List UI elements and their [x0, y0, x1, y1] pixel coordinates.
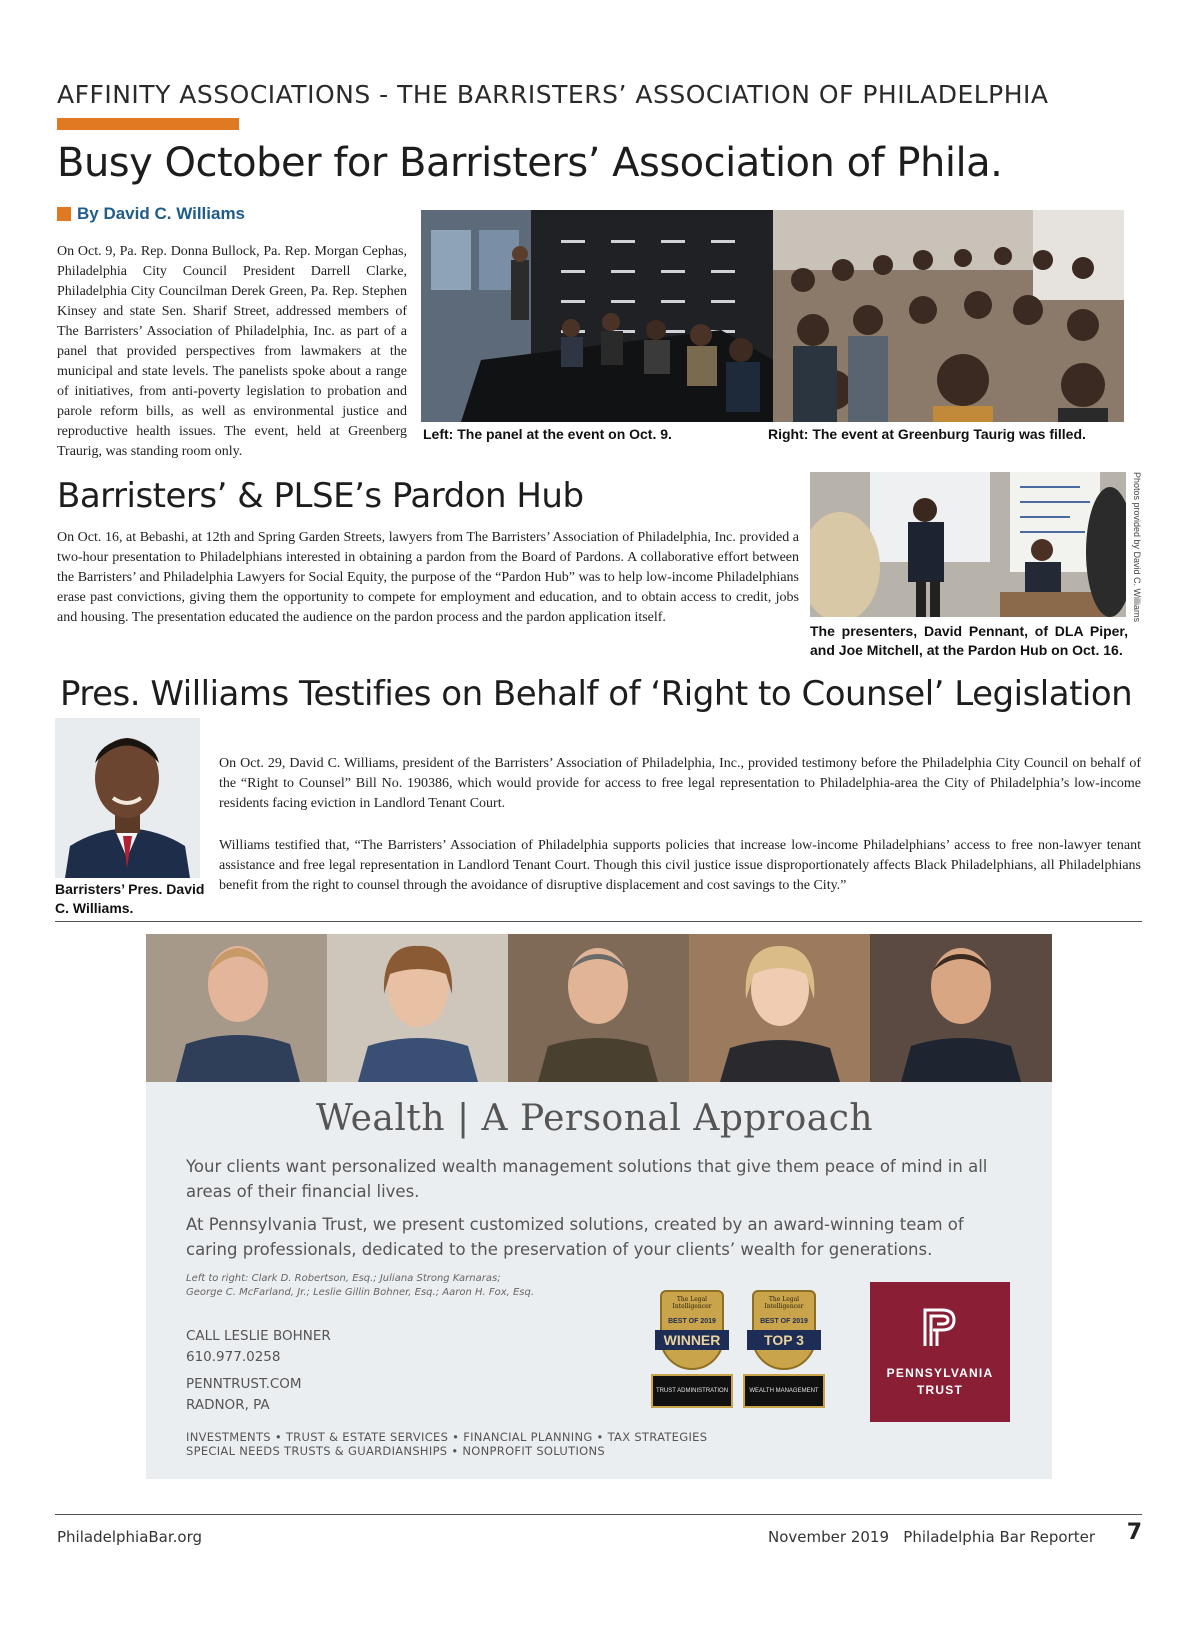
ad-phone[interactable]: 610.977.0258 [186, 1349, 281, 1365]
williams-caption: Barristers’ Pres. David C. Williams. [55, 881, 205, 916]
williams-portrait-image [55, 718, 200, 878]
badge-category: WEALTH MANAGEMENT [743, 1374, 825, 1408]
caption-right: Right: The event at Greenburg Taurig was filled. [768, 426, 1086, 442]
pennsylvania-trust-logo [870, 1282, 1010, 1422]
article3-headline: Pres. Williams Testifies on Behalf of ‘Right to Counsel’ Legislation [60, 674, 1133, 714]
pardon-hub-photo-image [810, 472, 1126, 617]
ad-names-1: Left to right: Clark D. Robertson, Esq.; Juliana Strong Karnaras; [186, 1273, 501, 1284]
photo-credit [1128, 472, 1142, 623]
footer-site[interactable]: PhiladelphiaBar.org [57, 1528, 203, 1546]
audience-photo-image [773, 210, 1124, 422]
byline [57, 204, 245, 224]
footer-divider [55, 1514, 1142, 1515]
article2-body: On Oct. 16, at Bebashi, at 12th and Spring Garden Streets, lawyers from The Barristers’ Association of Philadelphia, Inc. provided a two-hour presentation to Philadelphians interested in obtaining a pardon from the Board of Pardons. A collaborative effort between the Barristers’ and Philadelphia Lawyers for Social Equity, the purpose of the “Pardon Hub” was to help low-income Philadelphians erase past convictions, giving them the opportunity to compete for employment and education, and to obtain access to credit, jobs and housing. The presentation educated the audience on the pardon process and the pardon application itself. [57, 530, 799, 625]
badge-category: TRUST ADMINISTRATION [651, 1374, 733, 1408]
badge-title: TOP 3 [747, 1330, 821, 1350]
williams-portrait [55, 718, 200, 878]
article3-para1: On Oct. 29, David C. Williams, president of the Barristers’ Association of Philadelphia, Inc., provided testimony before the Philadelphia City Council on behalf of the “Right to Counsel” Bill No. 190386, which would provide for access to free legal representation to Philadelphia-area the City of Philadelphia’s low-income residents facing eviction in Landlord Tenant Court. [219, 756, 1141, 811]
ad-services-2: SPECIAL NEEDS TRUSTS & GUARDIANSHIPS • NONPROFIT SOLUTIONS [186, 1444, 605, 1458]
article3-para2: Williams testified that, “The Barristers’ Association of Philadelphia supports policies that increase low-income Philadelphians’ access to free non-lawyer tenant assistance and free legal representation in Landlord Tenant Court. Though this civil justice issue disproportionately affects Black Philadelphians, all Philadelphians benefit from the right to counsel through the avoidance of disruptive displacement and cost savings to the City.” [219, 838, 1141, 893]
pennsylvania-trust-ad[interactable] [146, 934, 1052, 1479]
badge-year: BEST OF 2019 [760, 1318, 808, 1325]
ad-line2: At Pennsylvania Trust, we present customized solutions, created by an award-winning team of caring professionals, dedicated to the preservation of your clients’ wealth for generations. [186, 1215, 964, 1259]
pardon-hub-caption: The presenters, David Pennant, of DLA Piper, and Joe Mitchell, at the Pardon Hub on Oct. 16. [810, 623, 1128, 658]
award-badge-winner [651, 1290, 733, 1410]
ad-line1: Your clients want personalized wealth management solutions that give them peace of mind in all areas of their financial lives. [186, 1157, 988, 1201]
article1-headline: Busy October for Barristers’ Association of Phila. [57, 140, 1003, 186]
logo-line2: TRUST [917, 1383, 963, 1397]
badge-publisher: The Legal Intelligencer [672, 1296, 712, 1310]
ad-website[interactable]: PENNTRUST.COM [186, 1376, 302, 1392]
badge-year: BEST OF 2019 [668, 1318, 716, 1325]
panel-photo [421, 210, 773, 422]
article2-headline: Barristers’ & PLSE’s Pardon Hub [57, 476, 584, 516]
section-label: AFFINITY ASSOCIATIONS - THE BARRISTERS’ ASSOCIATION OF PHILADELPHIA [57, 80, 1049, 109]
badge-publisher: The Legal Intelligencer [764, 1296, 804, 1310]
ad-team-photo [146, 934, 1052, 1082]
ad-location: RADNOR, PA [186, 1397, 270, 1413]
panel-photo-image [421, 210, 773, 422]
trust-logo-icon [922, 1306, 958, 1346]
award-badge-top3 [743, 1290, 825, 1410]
accent-rule [57, 118, 239, 130]
caption-left: Left: The panel at the event on Oct. 9. [423, 426, 672, 442]
badge-title: WINNER [655, 1330, 729, 1350]
pardon-hub-photo [810, 472, 1126, 617]
ad-call: CALL LESLIE BOHNER [186, 1328, 331, 1344]
footer-issue: November 2019 Philadelphia Bar Reporter [768, 1528, 1095, 1546]
ad-services-1: INVESTMENTS • TRUST & ESTATE SERVICES • FINANCIAL PLANNING • TAX STRATEGIES [186, 1430, 708, 1444]
section-divider [55, 921, 1142, 922]
audience-photo [773, 210, 1124, 422]
logo-line1: PENNSYLVANIA [886, 1366, 994, 1380]
byline-text: By David C. Williams [77, 204, 246, 223]
article1-body: On Oct. 9, Pa. Rep. Donna Bullock, Pa. Rep. Morgan Cephas, Philadelphia City Council President Darrell Clarke, Philadelphia City Councilman Derek Green, Pa. Rep. Stephen Kinsey and state Sen. Sharif Street, addressed members of The Barristers’ Association of Philadelphia, Inc. as part of a panel that provided perspectives from lawmakers at the municipal and state levels. The panelists spoke about a range of initiatives, from anti-poverty legislation to probation and parole reform bills, as well as environmental justice and reproductive health issues. The event, held at Greenberg Traurig, was standing room only. [57, 244, 407, 459]
photo-credit-text: Photos provided by David C. Williams [1132, 472, 1142, 623]
page-number: 7 [1126, 1520, 1142, 1545]
byline-square-icon [57, 207, 71, 221]
ad-title: Wealth | A Personal Approach [316, 1098, 874, 1139]
ad-names-2: George C. McFarland, Jr.; Leslie Gillin Bohner, Esq.; Aaron H. Fox, Esq. [186, 1287, 535, 1298]
